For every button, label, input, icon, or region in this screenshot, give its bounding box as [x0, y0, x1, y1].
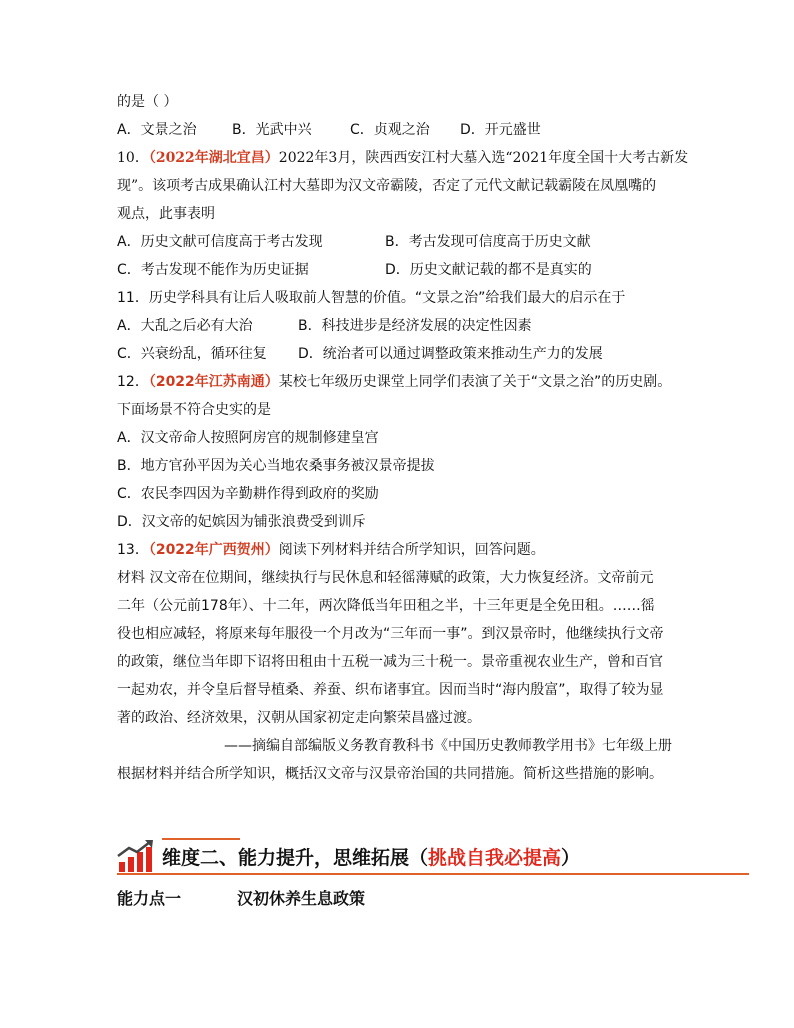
- q13-question: 根据材料并结合所学知识，概括汉文帝与汉景帝治国的共同措施。简析这些措施的影响。: [117, 766, 663, 782]
- q10-line3: 观点，此事表明: [117, 206, 215, 222]
- section-title-end: ）: [561, 847, 581, 869]
- q9-option-b: B．光武中兴: [232, 122, 312, 138]
- q13-material-line1: 材料 汉文帝在位期间，继续执行与民休息和轻徭薄赋的政策，大力恢复经济。文帝前元: [117, 570, 654, 586]
- q10-stem: [117, 148, 688, 168]
- q12-source: （2022年江苏南通）: [148, 374, 279, 390]
- bar-chart-arrow-icon: [117, 838, 157, 872]
- q11-option-d: D．统治者可以通过调整政策来推动生产力的发展: [298, 346, 603, 362]
- q13-stem: [117, 540, 545, 560]
- q10-option-a: A．历史文献可信度高于考古发现: [117, 234, 323, 250]
- q9-option-a: A．文景之治: [117, 122, 197, 138]
- section-title-main: 维度二、能力提升，思维拓展（: [162, 847, 429, 869]
- q9-stem-tail: 的是（ ）: [117, 94, 178, 110]
- q12-option-a: A．汉文帝命人按照阿房宫的规制修建皇宫: [117, 430, 379, 446]
- q11-option-b: B．科技进步是经济发展的决定性因素: [298, 318, 532, 334]
- q13-line1: 阅读下列材料并结合所学知识，回答问题。: [278, 542, 545, 558]
- q10-number: 10．: [117, 150, 149, 166]
- q12-option-d: D．汉文帝的妃嫔因为铺张浪费受到训斥: [117, 514, 366, 530]
- q9-option-c: C．贞观之治: [350, 122, 430, 138]
- q10-line2: 现”。该项考古成果确认江村大墓即为汉文帝霸陵，否定了元代文献记载霸陵在凤凰嘴的: [117, 178, 657, 194]
- q10-option-d: D．历史文献记载的都不是真实的: [385, 262, 592, 278]
- q12-stem: [117, 372, 671, 392]
- q13-material-line5: 一起劝农，并令皇后督导植桑、养蚕、织布诸事宜。因而当时“海内殷富”，取得了较为显: [117, 682, 664, 698]
- q11-option-a: A．大乱之后必有大治: [117, 318, 253, 334]
- q9-option-d: D．开元盛世: [460, 122, 541, 138]
- section-title-highlight: 挑战自我必提高: [428, 847, 562, 869]
- q13-citation: ——摘编自部编版义务教育教科书《中国历史教师教学用书》七年级上册: [224, 738, 672, 754]
- q13-material-line3: 役也相应减轻，将原来每年服役一个月改为“三年而一事”。到汉景帝时，他继续执行文帝: [117, 626, 664, 642]
- q12-option-c: C．农民李四因为辛勤耕作得到政府的奖励: [117, 486, 379, 502]
- q11-option-c: C．兴衰纷乱，循环往复: [117, 346, 267, 362]
- section-title: [162, 845, 580, 871]
- ability-point-label: 能力点一: [117, 889, 182, 908]
- q13-source: （2022年广西贺州）: [148, 542, 279, 558]
- q10-source: （2022年湖北宜昌）: [148, 150, 279, 166]
- q12-line2: 下面场景不符合史实的是: [117, 402, 271, 418]
- q10-option-b: B．考古发现可信度高于历史文献: [385, 234, 591, 250]
- q10-option-c: C．考古发现不能作为历史证据: [117, 262, 309, 278]
- q10-line1: 2022年3月，陕西西安江村大墓入选“2021年度全国十大考古新发: [278, 150, 689, 166]
- q12-number: 12．: [117, 374, 149, 390]
- ability-point-title: 汉初休养生息政策: [237, 889, 366, 908]
- q12-line1: 某校七年级历史课堂上同学们表演了关于“文景之治”的历史剧。: [278, 374, 672, 390]
- q13-material-line2: 二年（公元前178年）、十二年，两次降低当年田租之半，十三年更是全免田租。……徭: [117, 598, 655, 614]
- section-underline: [117, 873, 749, 875]
- ability-point-heading: [117, 888, 366, 910]
- q13-material-line6: 著的政治、经济效果，汉朝从国家初定走向繁荣昌盛过渡。: [117, 710, 481, 726]
- q13-material-line4: 的政策，继位当年即下诏将田租由十五税一减为三十税一。景帝重视农业生产，曾和百官: [117, 654, 663, 670]
- q11-stem: 11．历史学科具有让后人吸取前人智慧的价值。“文景之治”给我们最大的启示在于: [117, 290, 626, 306]
- banner-top-rule: [162, 838, 240, 840]
- q13-number: 13．: [117, 542, 149, 558]
- q12-option-b: B．地方官孙平因为关心当地农桑事务被汉景帝提拔: [117, 458, 435, 474]
